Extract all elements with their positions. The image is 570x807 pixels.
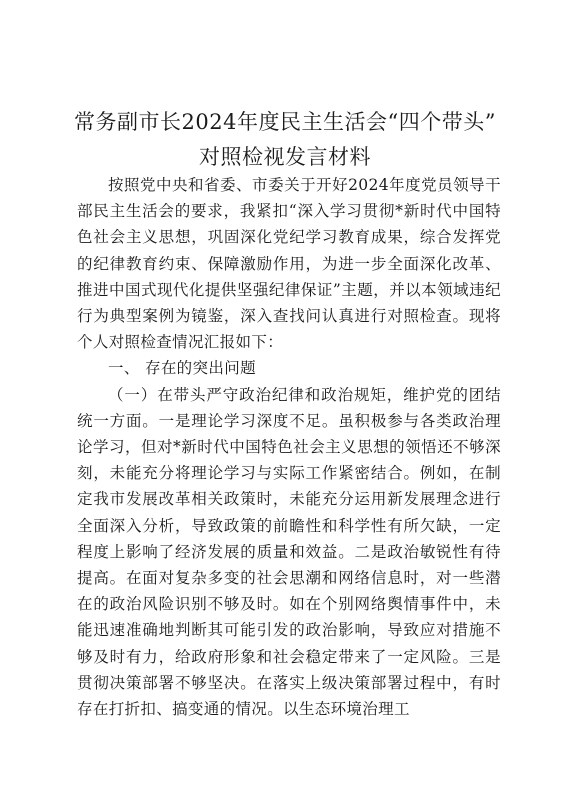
subsection-paragraph-1: （一）在带头严守政治纪律和政治规矩，维护党的团结统一方面。一是理论学习深度不足。虽积极参与各类政治理论学习，但对*新时代中国特色社会主义思想的领悟还不够深刻，未能充分将理论学习与实际工作紧密结合。例如，在制定我市发展改革相关政策时，未能充分运用新发展理念进行全面深入分析，导致政策的前瞻性和科学性有所欠缺，一定程度上影响了经济发展的质量和效益。二是政治敏锐性有待提高。在面对复杂多变的社会思潮和网络信息时，对一些潜在的政治风险识别不够及时。如在个别网络舆情事件中，未能迅速准确地判断其可能引发的政治影响，导致应对措施不够及时有力，给政府形象和社会稳定带来了一定风险。三是贯彻决策部署不够坚决。在落实上级决策部署过程中，有时存在打折扣、搞变通的情况。以生态环境治理工 <box>77 385 501 719</box>
document-title-line-1: 常务副市长2024年度民主生活会“四个带头” <box>74 110 496 134</box>
document-title-line-2: 对照检视发言材料 <box>199 145 371 169</box>
section-heading-1: 一、 存在的突出问题 <box>108 359 256 378</box>
intro-paragraph: 按照党中央和省委、市委关于开好2024年度党员领导干部民主生活会的要求，我紧扣“深入学习贯彻*新时代中国特色社会主义思想，巩固深化党纪学习教育成果，综合发挥党的纪律教育约束、保障激励作用，为进一步全面深化改革、推进中国式现代化提供坚强纪律保证”主题，并以本领域违纪行为典型案例为镜鉴，深入查找问认真进行对照检查。现将个人对照检查情况汇报如下： <box>77 176 501 352</box>
document-body <box>77 172 501 722</box>
